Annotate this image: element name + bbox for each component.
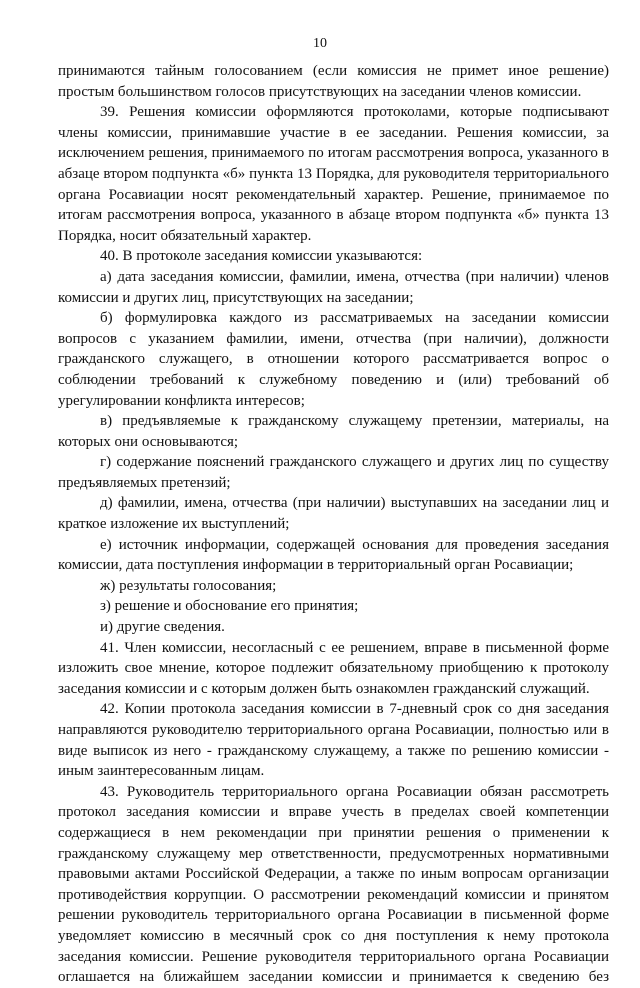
paragraph-40-g: г) содержание пояснений гражданского служащего и других лиц по существу предъявляемых претензий; bbox=[58, 454, 609, 491]
paragraph-40-i: и) другие сведения. bbox=[100, 619, 225, 636]
paragraph-40-a: а) дата заседания комиссии, фамилии, имена, отчества (при наличии) членов комиссии и других лиц, присутствующих на заседании; bbox=[58, 268, 609, 306]
paragraph-40-e: е) источник информации, содержащей основания для проведения заседания комиссии, дата поступления информации в территориальный орган Росавиации; bbox=[58, 536, 609, 574]
paragraph-39: 39. Решения комиссии оформляются протоколами, которые подписывают члены комиссии, принимавшие участие в ее заседании. Решения комиссии, за исключением решения, принимаемого по итогам рассмотрения вопроса, указанного в абзаце втором подпункта «б» пункта 13 Порядка, для руководителя территориального органа Росавиации носят рекомендательный характер. Решение, принимаемое по итогам рассмотрения вопроса, указанного в абзаце втором подпункта «б» пункта 13 Порядка, носит обязательный характер. bbox=[58, 104, 609, 244]
paragraph-continuation: принимаются тайным голосованием (если комиссия не примет иное решение) простым большинством голосов присутствующих на заседании членов комиссии. bbox=[58, 63, 609, 100]
paragraph-40: 40. В протоколе заседания комиссии указываются: bbox=[100, 248, 423, 265]
paragraph-40-zh: ж) результаты голосования; bbox=[100, 577, 277, 594]
page-number: 10 bbox=[313, 36, 327, 51]
paragraph-40-z: з) решение и обоснование его принятия; bbox=[100, 598, 359, 615]
paragraph-40-d: д) фамилии, имена, отчества (при наличии) выступавших на заседании лиц и краткое изложение их выступлений; bbox=[58, 495, 609, 533]
paragraph-41: 41. Член комиссии, несогласный с ее решением, вправе в письменной форме изложить свое мнение, которое подлежит обязательному приобщению к протоколу заседания комиссии и с которым должен быть ознакомлен гражданский служащий. bbox=[58, 639, 609, 697]
paragraph-43: 43. Руководитель территориального органа Росавиации обязан рассмотреть протокол заседания комиссии и вправе учесть в пределах своей компетенции содержащиеся в нем рекомендации при принятии решения о применении к гражданскому служащему мер ответственности, предусмотренных нормативными правовыми актами Российской Федерации, а также по иным вопросам организации противодействия коррупции. О рассмотрении рекомендаций комиссии и принятом решении руководитель территориального органа Росавиации в письменной форме уведомляет комиссию в месячный срок со дня поступления к нему протокола заседания комиссии. Решение руководителя территориального органа Росавиации оглашается на ближайшем заседании комиссии и принимается к сведению без bbox=[58, 783, 609, 986]
paragraph-40-b: б) формулировка каждого из рассматриваемых на заседании комиссии вопросов с указанием фамилии, имени, отчества (при наличии), должности гражданского служащего, в отношении которого рассматривается вопрос о соблюдении требований к служебному поведению и (или) требований об урегулировании конфликта интересов; bbox=[58, 310, 609, 409]
document-body bbox=[58, 61, 609, 988]
paragraph-42: 42. Копии протокола заседания комиссии в 7-дневный срок со дня заседания направляются руководителю территориального органа Росавиации, полностью или в виде выписок из него - гражданскому служащему, а также по решению комиссии - иным заинтересованным лицам. bbox=[58, 701, 609, 780]
paragraph-40-v: в) предъявляемые к гражданскому служащему претензии, материалы, на которых они основываются; bbox=[58, 413, 609, 450]
